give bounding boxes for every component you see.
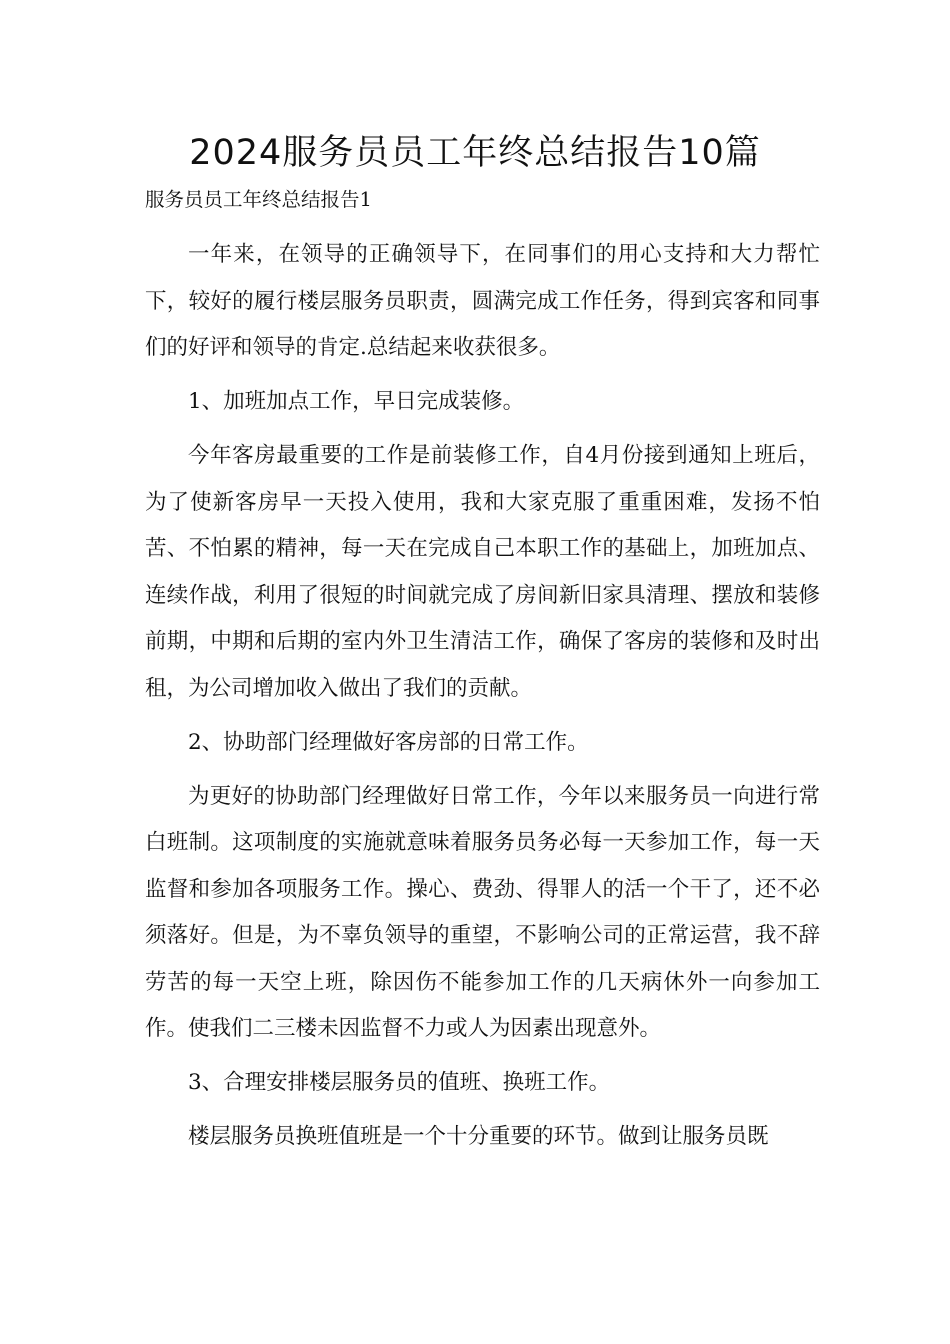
paragraph-daily-work: 为更好的协助部门经理做好日常工作，今年以来服务员一向进行常白班制。这项制度的实施就意味着服务员务必每一天参加工作，每一天监督和参加各项服务工作。操心、费劲、得罪人的活一个干了，还不必须落好。但是，为不辜负领导的重望，不影响公司的正常运营，我不辞劳苦的每一天空上班，除因伤不能参加工作的几天病休外一向参加工作。使我们二三楼未因监督不力或人为因素出现意外。 <box>145 783 820 1041</box>
document-title: 2024服务员员工年终总结报告10篇 <box>189 133 761 173</box>
document-body <box>145 232 820 1168</box>
list-item-heading-3: 3、合理安排楼层服务员的值班、换班工作。 <box>188 1070 611 1095</box>
list-item-heading-2: 2、协助部门经理做好客房部的日常工作。 <box>188 729 589 755</box>
list-item-heading-1: 1、加班加点工作，早日完成装修。 <box>188 389 525 414</box>
paragraph-intro: 一年来，在领导的正确领导下，在同事们的用心支持和大力帮忙下，较好的履行楼层服务员职责，圆满完成工作任务，得到宾客和同事们的好评和领导的肯定.总结起来收获很多。 <box>145 242 820 360</box>
paragraph-shift-arrangement: 楼层服务员换班值班是一个十分重要的环节。做到让服务员既 <box>188 1124 769 1149</box>
paragraph-renovation: 今年客房最重要的工作是前装修工作，自4月份接到通知上班后，为了使新客房早一天投入使用，我和大家克服了重重困难，发扬不怕苦、不怕累的精神，每一天在完成自己本职工作的基础上，加班加点、连续作战，利用了很短的时间就完成了房间新旧家具清理、摆放和装修前期，中期和后期的室内外卫生清洁工作，确保了客房的装修和及时出租，为公司增加收入做出了我们的贡献。 <box>145 443 820 701</box>
section-subtitle: 服务员员工年终总结报告1 <box>145 188 372 211</box>
